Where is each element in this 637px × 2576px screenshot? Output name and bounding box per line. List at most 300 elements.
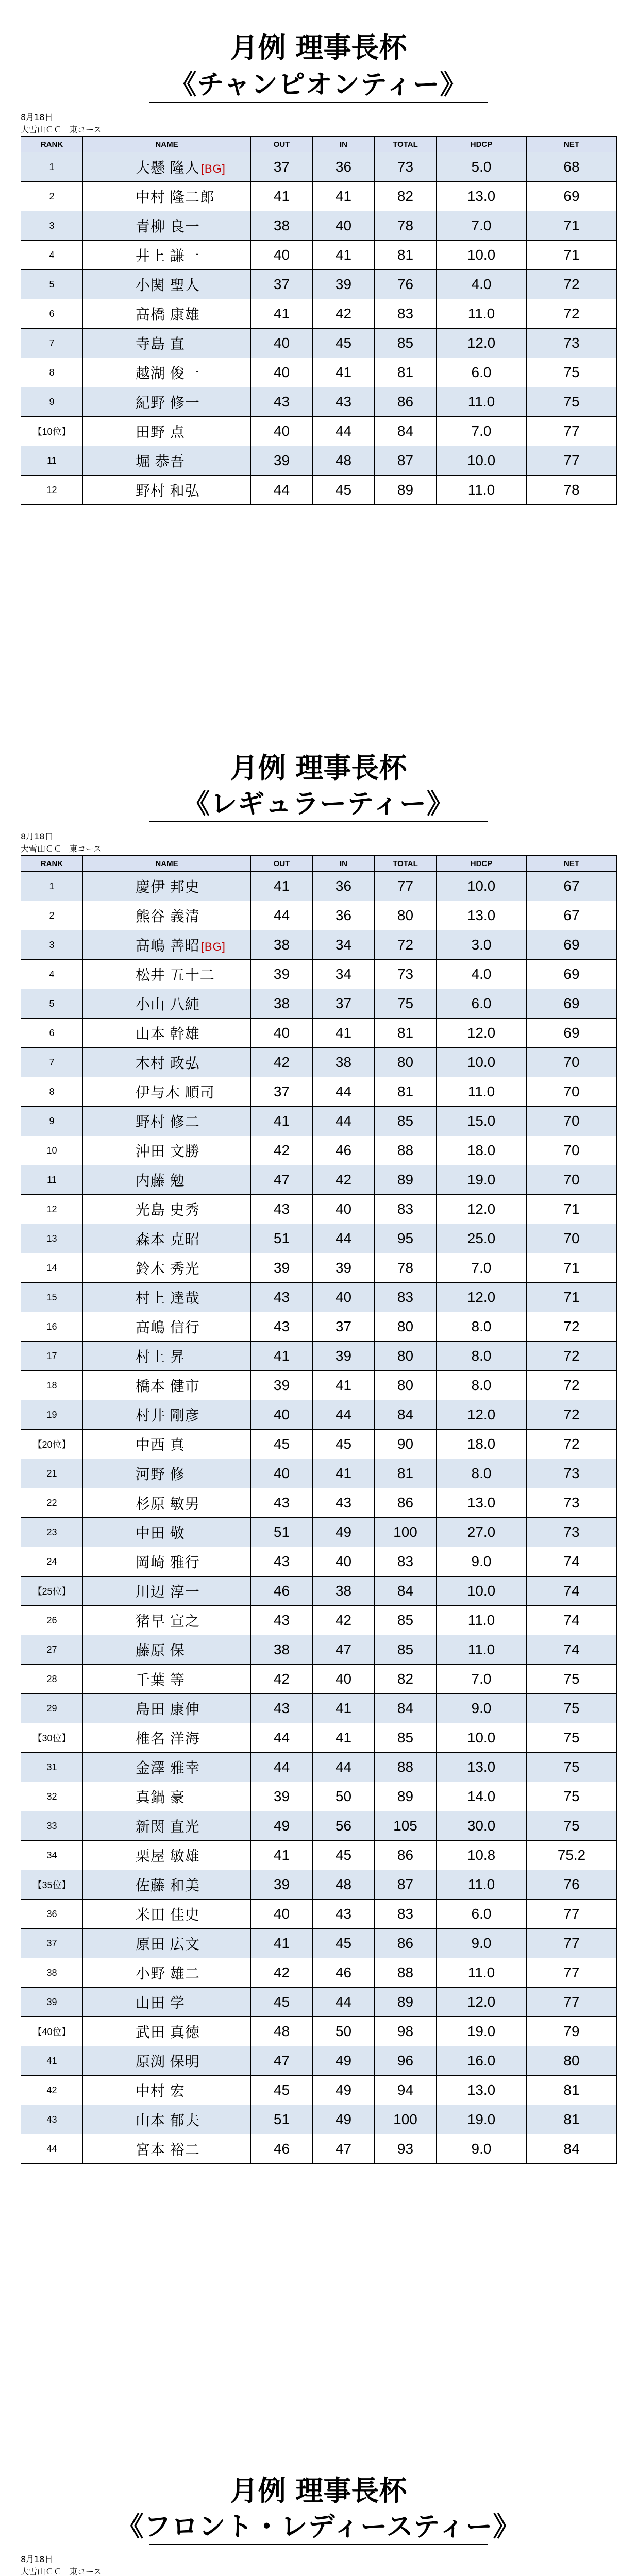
player-name-cell: [83, 2046, 251, 2076]
rank-cell: 3: [21, 930, 83, 960]
hdcp-cell: 12.0: [437, 329, 527, 358]
player-name-cell: [83, 1929, 251, 1958]
table-row: [21, 901, 617, 930]
in-score-cell: 44: [313, 1077, 375, 1107]
total-score-cell: 85: [375, 329, 437, 358]
table-row: [21, 2105, 617, 2134]
bg-badge: [BG]: [200, 940, 226, 953]
player-name: 松井 五十二: [136, 967, 215, 983]
net-score-cell: 73: [527, 1459, 617, 1488]
player-name-cell: [83, 446, 251, 476]
in-score-cell: 36: [313, 872, 375, 901]
in-score-cell: 44: [313, 1988, 375, 2017]
player-name: 山本 郁夫: [136, 2112, 200, 2128]
table-row: [21, 1665, 617, 1694]
rank-cell: 18: [21, 1371, 83, 1400]
hdcp-cell: 7.0: [437, 417, 527, 446]
rank-cell: 36: [21, 1900, 83, 1929]
player-name: 村上 昇: [136, 1349, 185, 1365]
in-score-cell: 41: [313, 182, 375, 211]
player-name-cell: [83, 1165, 251, 1195]
table-row: [21, 1136, 617, 1165]
in-score-cell: 43: [313, 387, 375, 417]
table-row: [21, 1195, 617, 1224]
player-name-cell: [83, 241, 251, 270]
table-row: [21, 1958, 617, 1988]
player-name-cell: [83, 2076, 251, 2105]
in-score-cell: 49: [313, 2076, 375, 2105]
in-score-cell: 39: [313, 1342, 375, 1371]
header-row: [21, 856, 617, 872]
col-header-in: IN: [313, 137, 375, 152]
net-score-cell: 75: [527, 1753, 617, 1782]
date: 8月18日: [21, 112, 53, 122]
out-score-cell: 40: [251, 358, 313, 387]
player-name-cell: [83, 2017, 251, 2046]
out-score-cell: 39: [251, 1782, 313, 1811]
player-name-cell: [83, 1488, 251, 1518]
course-info: [21, 125, 109, 135]
title-underline: [149, 2544, 488, 2545]
total-score-cell: 80: [375, 1342, 437, 1371]
hdcp-cell: 10.8: [437, 1841, 527, 1870]
in-score-cell: 42: [313, 299, 375, 329]
total-score-cell: 83: [375, 1283, 437, 1312]
table-row: [21, 1547, 617, 1577]
hdcp-cell: 11.0: [437, 299, 527, 329]
player-name-cell: [83, 960, 251, 989]
player-name: 高橋 康雄: [136, 307, 200, 323]
table-row: [21, 387, 617, 417]
hdcp-cell: 15.0: [437, 1107, 527, 1136]
total-score-cell: 86: [375, 1841, 437, 1870]
hdcp-cell: 8.0: [437, 1342, 527, 1371]
col-header-hdcp: HDCP: [437, 856, 527, 872]
in-score-cell: 39: [313, 1253, 375, 1283]
in-score-cell: 39: [313, 270, 375, 299]
player-name-cell: [83, 1694, 251, 1723]
table-row: [21, 1929, 617, 1958]
player-name: 川辺 淳一: [136, 1584, 200, 1600]
total-score-cell: 95: [375, 1224, 437, 1253]
total-score-cell: 90: [375, 1430, 437, 1459]
hdcp-cell: 9.0: [437, 1694, 527, 1723]
section-subtitle: 《フロント・レディースティー》: [116, 2512, 521, 2543]
total-score-cell: 100: [375, 2105, 437, 2134]
rank-cell: 1: [21, 872, 83, 901]
player-name-cell: [83, 901, 251, 930]
table-row: [21, 1371, 617, 1400]
out-score-cell: 42: [251, 1136, 313, 1165]
player-name-cell: [83, 1107, 251, 1136]
total-score-cell: 84: [375, 1400, 437, 1430]
table-row: [21, 2017, 617, 2046]
net-score-cell: 75: [527, 1665, 617, 1694]
out-score-cell: 39: [251, 1870, 313, 1900]
total-score-cell: 77: [375, 872, 437, 901]
in-score-cell: 49: [313, 1518, 375, 1547]
hdcp-cell: 10.0: [437, 1723, 527, 1753]
out-score-cell: 40: [251, 329, 313, 358]
header-row: [21, 137, 617, 152]
player-name-cell: [83, 299, 251, 329]
rank-cell: 5: [21, 270, 83, 299]
rank-cell: 41: [21, 2046, 83, 2076]
total-score-cell: 86: [375, 1929, 437, 1958]
player-name: 米田 佳史: [136, 1907, 200, 1923]
in-score-cell: 40: [313, 1283, 375, 1312]
rank-cell: 2: [21, 901, 83, 930]
net-score-cell: 71: [527, 211, 617, 241]
hdcp-cell: 19.0: [437, 1165, 527, 1195]
net-score-cell: 70: [527, 1165, 617, 1195]
total-score-cell: 85: [375, 1635, 437, 1665]
net-score-cell: 69: [527, 930, 617, 960]
table-row: [21, 1165, 617, 1195]
table-row: [21, 1400, 617, 1430]
total-score-cell: 80: [375, 1371, 437, 1400]
player-name-cell: [83, 2134, 251, 2164]
col-header-rank: RANK: [21, 137, 83, 152]
out-score-cell: 47: [251, 2046, 313, 2076]
in-score-cell: 41: [313, 1019, 375, 1048]
in-score-cell: 46: [313, 1958, 375, 1988]
player-name-cell: [83, 1224, 251, 1253]
total-score-cell: 89: [375, 1165, 437, 1195]
in-score-cell: 44: [313, 1753, 375, 1782]
rank-cell: 33: [21, 1811, 83, 1841]
table-row: [21, 1224, 617, 1253]
bg-badge-label: BG: [204, 940, 222, 953]
hdcp-cell: 13.0: [437, 901, 527, 930]
hdcp-cell: 10.0: [437, 1577, 527, 1606]
table-row: [21, 1312, 617, 1342]
total-score-cell: 83: [375, 1195, 437, 1224]
section-title: 月例 理事長杯: [230, 752, 407, 784]
total-score-cell: 84: [375, 1577, 437, 1606]
hdcp-cell: 8.0: [437, 1459, 527, 1488]
player-name: 山本 幹雄: [136, 1026, 200, 1042]
rank-cell: 6: [21, 299, 83, 329]
rank-cell: 2: [21, 182, 83, 211]
hdcp-cell: 14.0: [437, 1782, 527, 1811]
section-subtitle: 《レギュラーティー》: [183, 789, 454, 820]
out-score-cell: 38: [251, 930, 313, 960]
in-score-cell: 37: [313, 989, 375, 1019]
player-name-cell: [83, 930, 251, 960]
player-name: 村井 剛彦: [136, 1408, 200, 1423]
player-name-cell: [83, 1665, 251, 1694]
in-score-cell: 44: [313, 1400, 375, 1430]
total-score-cell: 82: [375, 1665, 437, 1694]
net-score-cell: 72: [527, 299, 617, 329]
net-score-cell: 84: [527, 2134, 617, 2164]
rank-cell: 7: [21, 1048, 83, 1077]
player-name: 田野 点: [136, 424, 185, 440]
out-score-cell: 39: [251, 960, 313, 989]
player-name: 慶伊 邦史: [136, 879, 200, 895]
total-score-cell: 85: [375, 1723, 437, 1753]
total-score-cell: 81: [375, 1019, 437, 1048]
player-name-cell: [83, 1400, 251, 1430]
hdcp-cell: 9.0: [437, 1929, 527, 1958]
table-row: [21, 1488, 617, 1518]
col-header-total: TOTAL: [375, 856, 437, 872]
player-name-cell: [83, 1870, 251, 1900]
net-score-cell: 74: [527, 1606, 617, 1635]
hdcp-cell: 10.0: [437, 241, 527, 270]
net-score-cell: 71: [527, 1253, 617, 1283]
out-score-cell: 37: [251, 270, 313, 299]
rank-cell: 【30位】: [21, 1723, 83, 1753]
rank-cell: 12: [21, 476, 83, 505]
table-row: [21, 1342, 617, 1371]
net-score-cell: 80: [527, 2046, 617, 2076]
player-name-cell: [83, 1019, 251, 1048]
hdcp-cell: 7.0: [437, 211, 527, 241]
in-score-cell: 50: [313, 2017, 375, 2046]
table-row: [21, 1048, 617, 1077]
player-name: 佐藤 和美: [136, 1877, 200, 1893]
in-score-cell: 47: [313, 2134, 375, 2164]
net-score-cell: 75: [527, 1723, 617, 1753]
in-score-cell: 41: [313, 1723, 375, 1753]
net-score-cell: 74: [527, 1577, 617, 1606]
rank-cell: 24: [21, 1547, 83, 1577]
hdcp-cell: 13.0: [437, 182, 527, 211]
in-score-cell: 38: [313, 1048, 375, 1077]
out-score-cell: 46: [251, 1577, 313, 1606]
net-score-cell: 72: [527, 1430, 617, 1459]
hdcp-cell: 30.0: [437, 1811, 527, 1841]
table-row: [21, 1988, 617, 2017]
total-score-cell: 84: [375, 1694, 437, 1723]
in-score-cell: 41: [313, 1459, 375, 1488]
table-row: [21, 1694, 617, 1723]
net-score-cell: 73: [527, 1518, 617, 1547]
out-score-cell: 43: [251, 1694, 313, 1723]
hdcp-cell: 8.0: [437, 1312, 527, 1342]
player-name: 青柳 良一: [136, 218, 200, 234]
rank-cell: 3: [21, 211, 83, 241]
rank-cell: 【25位】: [21, 1577, 83, 1606]
table-row: [21, 299, 617, 329]
net-score-cell: 79: [527, 2017, 617, 2046]
player-name: 井上 謙一: [136, 248, 200, 264]
net-score-cell: 81: [527, 2076, 617, 2105]
col-header-total: TOTAL: [375, 137, 437, 152]
in-score-cell: 41: [313, 1371, 375, 1400]
net-score-cell: 76: [527, 1870, 617, 1900]
in-score-cell: 40: [313, 211, 375, 241]
table-row: [21, 446, 617, 476]
player-name-cell: [83, 1136, 251, 1165]
total-score-cell: 81: [375, 1077, 437, 1107]
date: 8月18日: [21, 832, 53, 841]
course-info: [21, 2567, 109, 2576]
out-score-cell: 41: [251, 299, 313, 329]
out-score-cell: 43: [251, 1312, 313, 1342]
player-name-cell: [83, 182, 251, 211]
hdcp-cell: 4.0: [437, 270, 527, 299]
out-score-cell: 40: [251, 1400, 313, 1430]
net-score-cell: 77: [527, 446, 617, 476]
player-name-cell: [83, 1988, 251, 2017]
table-row: [21, 358, 617, 387]
col-header-rank: RANK: [21, 856, 83, 872]
table-row: [21, 476, 617, 505]
table-row: [21, 182, 617, 211]
net-score-cell: 74: [527, 1547, 617, 1577]
rank-cell: 39: [21, 1988, 83, 2017]
player-name: 新関 直光: [136, 1819, 200, 1835]
hdcp-cell: 11.0: [437, 1635, 527, 1665]
player-name: 橋本 健市: [136, 1378, 200, 1394]
rank-cell: 【40位】: [21, 2017, 83, 2046]
net-score-cell: 75: [527, 1694, 617, 1723]
player-name-cell: [83, 1635, 251, 1665]
hdcp-cell: 10.0: [437, 446, 527, 476]
net-score-cell: 68: [527, 152, 617, 182]
out-score-cell: 37: [251, 1077, 313, 1107]
player-name: 小関 聖人: [136, 277, 200, 293]
hdcp-cell: 6.0: [437, 358, 527, 387]
net-score-cell: 77: [527, 1929, 617, 1958]
net-score-cell: 74: [527, 1635, 617, 1665]
player-name-cell: [83, 1048, 251, 1077]
in-score-cell: 40: [313, 1665, 375, 1694]
net-score-cell: 78: [527, 476, 617, 505]
total-score-cell: 83: [375, 1547, 437, 1577]
hdcp-cell: 12.0: [437, 1400, 527, 1430]
rank-cell: 19: [21, 1400, 83, 1430]
player-name-cell: [83, 1077, 251, 1107]
table-row: [21, 1459, 617, 1488]
player-name-cell: [83, 1841, 251, 1870]
hdcp-cell: 13.0: [437, 1753, 527, 1782]
in-score-cell: 41: [313, 1694, 375, 1723]
col-header-out: OUT: [251, 137, 313, 152]
total-score-cell: 83: [375, 299, 437, 329]
table-row: [21, 1253, 617, 1283]
in-score-cell: 48: [313, 1870, 375, 1900]
col-header-net: NET: [527, 137, 617, 152]
total-score-cell: 89: [375, 1988, 437, 2017]
rank-cell: 8: [21, 358, 83, 387]
section-subtitle: 《チャンピオンティー》: [170, 70, 467, 100]
out-score-cell: 51: [251, 1224, 313, 1253]
rank-cell: 15: [21, 1283, 83, 1312]
out-score-cell: 44: [251, 476, 313, 505]
total-score-cell: 96: [375, 2046, 437, 2076]
out-score-cell: 46: [251, 2134, 313, 2164]
net-score-cell: 75: [527, 387, 617, 417]
player-name-cell: [83, 358, 251, 387]
in-score-cell: 41: [313, 358, 375, 387]
out-score-cell: 44: [251, 901, 313, 930]
table-row: [21, 1077, 617, 1107]
in-score-cell: 45: [313, 1929, 375, 1958]
out-score-cell: 38: [251, 1635, 313, 1665]
player-name: 熊谷 義清: [136, 908, 200, 924]
out-score-cell: 43: [251, 1195, 313, 1224]
rank-cell: 21: [21, 1459, 83, 1488]
in-score-cell: 45: [313, 1841, 375, 1870]
rank-cell: 8: [21, 1077, 83, 1107]
player-name-cell: [83, 1753, 251, 1782]
player-name-cell: [83, 1811, 251, 1841]
rank-cell: 38: [21, 1958, 83, 1988]
hdcp-cell: 5.0: [437, 152, 527, 182]
net-score-cell: 75: [527, 358, 617, 387]
net-score-cell: 72: [527, 1312, 617, 1342]
hdcp-cell: 13.0: [437, 1488, 527, 1518]
net-score-cell: 72: [527, 270, 617, 299]
hdcp-cell: 8.0: [437, 1371, 527, 1400]
table-row: [21, 872, 617, 901]
hdcp-cell: 10.0: [437, 872, 527, 901]
net-score-cell: 75: [527, 1782, 617, 1811]
bg-badge-label: BG: [204, 162, 222, 175]
net-score-cell: 72: [527, 1342, 617, 1371]
results-table: [21, 855, 617, 2164]
player-name: 金澤 雅幸: [136, 1760, 200, 1776]
total-score-cell: 86: [375, 1488, 437, 1518]
player-name: 野村 修二: [136, 1114, 200, 1130]
rank-cell: 42: [21, 2076, 83, 2105]
player-name: 内藤 勉: [136, 1173, 185, 1189]
section-title: 月例 理事長杯: [230, 2475, 407, 2507]
rank-cell: 【35位】: [21, 1870, 83, 1900]
total-score-cell: 80: [375, 1048, 437, 1077]
table-body: [21, 872, 617, 2164]
total-score-cell: 88: [375, 1958, 437, 1988]
course-name: 東コース: [69, 844, 102, 854]
player-name: 小山 八純: [136, 996, 200, 1012]
col-header-in: IN: [313, 856, 375, 872]
out-score-cell: 44: [251, 1753, 313, 1782]
in-score-cell: 44: [313, 1107, 375, 1136]
club-name: 大雪山ＣＣ: [21, 2567, 62, 2576]
table-row: [21, 211, 617, 241]
in-score-cell: 45: [313, 329, 375, 358]
out-score-cell: 38: [251, 211, 313, 241]
out-score-cell: 39: [251, 1253, 313, 1283]
player-name-cell: [83, 1606, 251, 1635]
in-score-cell: 49: [313, 2046, 375, 2076]
total-score-cell: 78: [375, 1253, 437, 1283]
rank-cell: 9: [21, 387, 83, 417]
col-header-hdcp: HDCP: [437, 137, 527, 152]
out-score-cell: 43: [251, 1547, 313, 1577]
out-score-cell: 51: [251, 1518, 313, 1547]
player-name: 光島 史秀: [136, 1202, 200, 1218]
rank-cell: 32: [21, 1782, 83, 1811]
total-score-cell: 83: [375, 1900, 437, 1929]
player-name-cell: [83, 1577, 251, 1606]
out-score-cell: 38: [251, 989, 313, 1019]
net-score-cell: 77: [527, 1900, 617, 1929]
player-name-cell: [83, 417, 251, 446]
in-score-cell: 42: [313, 1165, 375, 1195]
results-table: [21, 136, 617, 505]
in-score-cell: 45: [313, 476, 375, 505]
in-score-cell: 46: [313, 1136, 375, 1165]
table-row: [21, 2134, 617, 2164]
hdcp-cell: 9.0: [437, 2134, 527, 2164]
table-row: [21, 2046, 617, 2076]
out-score-cell: 40: [251, 1019, 313, 1048]
